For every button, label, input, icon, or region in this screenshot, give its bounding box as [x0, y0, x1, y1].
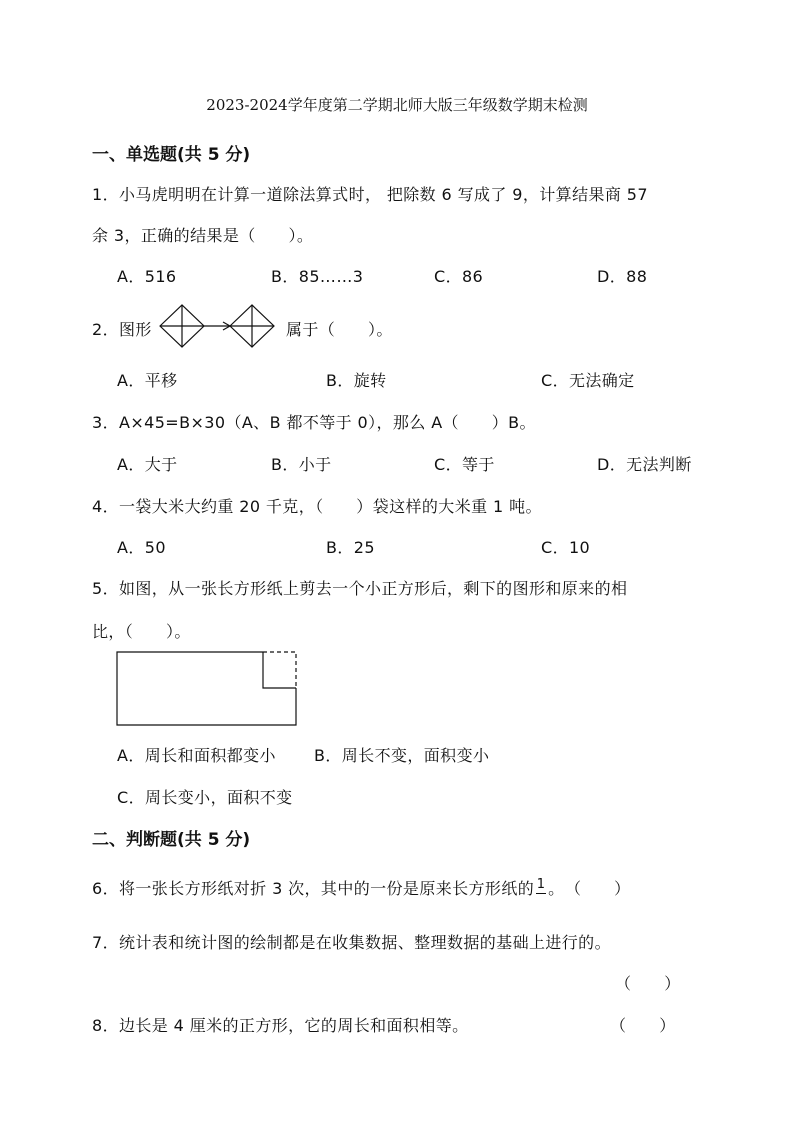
q6-fraction-bar [536, 893, 546, 894]
q4-option-c: C．10 [541, 538, 591, 557]
q6-fraction [536, 878, 546, 894]
cut-corner-outline [263, 652, 296, 688]
q6-line [92, 876, 631, 899]
section-2-heading: 二、判断题(共 5 分) [92, 830, 251, 850]
q5-option-b: B．周长不变，面积变小 [314, 746, 490, 765]
q5-option-a: A．周长和面积都变小 [117, 746, 276, 765]
q2-option-b: B．旋转 [326, 371, 387, 390]
q1-option-c: C．86 [434, 267, 484, 286]
q6-prefix: 6．将一张长方形纸对折 3 次，其中的一份是原来长方形纸的 [92, 879, 535, 898]
q3-option-b: B．小于 [271, 455, 332, 474]
diamond-shape-before [160, 305, 204, 347]
q2-option-c: C．无法确定 [541, 371, 635, 390]
q1-line2: 余 3，正确的结果是（ ）。 [92, 226, 314, 245]
page-title: 2023-2024学年度第二学期北师大版三年级数学期末检测 [206, 96, 588, 114]
q7-answer-paren: （ ） [615, 974, 681, 993]
q8-answer-paren: （ ） [610, 1016, 676, 1035]
q3-option-c: C．等于 [434, 455, 495, 474]
q3-option-d: D．无法判断 [597, 455, 692, 474]
q5-option-c: C．周长变小，面积不变 [117, 788, 293, 807]
q3-option-a: A．大于 [117, 455, 178, 474]
q2-shape-figure [157, 303, 283, 349]
q5-rectangle-figure [115, 650, 299, 728]
q3-line1: 3．A×45=B×30（A、B 都不等于 0），那么 A（ ）B。 [92, 413, 536, 432]
q4-line1: 4．一袋大米大约重 20 千克，（ ）袋这样的大米重 1 吨。 [92, 497, 542, 516]
q2-prefix: 2．图形 [92, 320, 152, 339]
arrow-icon [204, 322, 230, 330]
q5-line2: 比，（ ）。 [92, 622, 191, 641]
q2-option-a: A．平移 [117, 371, 178, 390]
q4-option-b: B．25 [326, 538, 375, 557]
q6-suffix: 。 （ ） [548, 879, 631, 898]
q1-option-d: D．88 [597, 267, 648, 286]
q6-fraction-numerator: 1 [536, 876, 546, 892]
q5-line1: 5．如图，从一张长方形纸上剪去一个小正方形后，剩下的图形和原来的相 [92, 579, 628, 598]
q1-option-b: B．85……3 [271, 267, 364, 286]
removed-square-dashed [263, 652, 296, 688]
q7-line1: 7．统计表和统计图的绘制都是在收集数据、整理数据的基础上进行的。 [92, 933, 611, 952]
q2-suffix: 属于（ ）。 [286, 320, 393, 339]
diamond-shape-after [230, 305, 274, 347]
q8-line1: 8．边长是 4 厘米的正方形，它的周长和面积相等。 [92, 1016, 469, 1035]
q1-line1: 1．小马虎明明在计算一道除法算式时， 把除数 6 写成了 9，计算结果商 57 [92, 185, 648, 204]
q4-option-a: A．50 [117, 538, 166, 557]
q1-option-a: A．516 [117, 267, 177, 286]
section-1-heading: 一、单选题(共 5 分) [92, 145, 251, 165]
